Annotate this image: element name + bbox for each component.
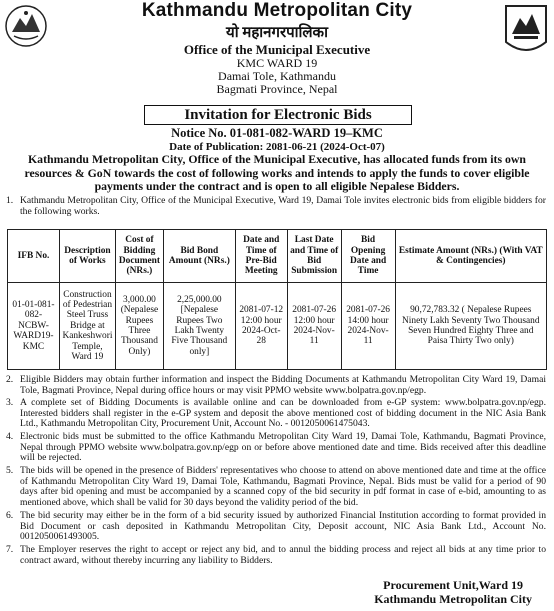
ward-name: KMC WARD 19 [236, 56, 318, 70]
list-item-text: Kathmandu Metropolitan City, Office of the Municipal Executive, Ward 19, Damai Tole invites electronic bids from eligible bidders for the following works. [20, 195, 546, 217]
column-header: Last Date and Time of Bid Submission [287, 230, 341, 283]
list-item-number: 2. [6, 374, 14, 385]
footer-line-1: Procurement Unit,Ward 19 [383, 578, 524, 592]
list-item-text: The Employer reserves the right to accept or reject any bid, and to annul the bidding process and reject all bids at any time prior to contract award, without thereby incurring any liability to Bidders. [20, 544, 546, 566]
list-item-number: 7. [6, 544, 14, 555]
list-item-number: 4. [6, 431, 14, 442]
ifb-table [7, 229, 547, 370]
table-cell: 3,000.00 (Nepalese Rupees Three Thousand Only) [115, 283, 163, 370]
column-header: Bid Bond Amount (NRs.) [163, 230, 235, 283]
table-cell: 90,72,783.32 ( Nepalese Rupees Ninety Lakh Seventy Two Thousand Seven Hundred Eighty Three and Paisa Thirty Two only) [395, 283, 546, 370]
table-cell: 2081-07-26 12:00 hour 2024-Nov-11 [287, 283, 341, 370]
column-header: Estimate Amount (NRs.) (With VAT & Contingencies) [395, 230, 546, 283]
emblem-badge-icon [502, 2, 550, 60]
table-cell: 2,25,000.00 [Nepalese Rupees Two Lakh Twenty Five Thousand only] [163, 283, 235, 370]
table-cell: 2081-07-12 12:00 hour 2024-Oct-28 [235, 283, 287, 370]
column-header: Cost of Bidding Document (NRs.) [115, 230, 163, 283]
table-cell: Construction of Pedestrian Steel Truss Bridge at Kankeshwori Temple, Ward 19 [59, 283, 115, 370]
list-item-text: The bid security may either be in the form of a bid security issued by authorized Financial Institution according to format provided in Bid Document or cash deposited in Kathmandu Metropolitan City, Deposit account, NIC Asia Bank Ltd., Account No. 0012050061493005. [20, 510, 546, 543]
publication-date: Date of Publication: 2081-06-21 (2024-Oct-07) [169, 141, 385, 153]
address-line-1: Damai Tole, Kathmandu [218, 69, 336, 83]
list-item-text: A complete set of Bidding Documents is available online and can be downloaded from e-GP system: www.bolpatra.gov.np/egp. Interested bidders shall register in the e-GP system and deposit the above mentioned cost of bidding document in the NIC Asia Bank Ltd., Kathmandu Metropolitan City, Procurement Unit, Account No. - 0012050061475043. [20, 397, 546, 430]
list-item-number: 6. [6, 510, 14, 521]
column-header: Date and Time of Pre-Bid Meeting [235, 230, 287, 283]
table-cell: 01-01-081-082-NCBW-WARD19-KMC [8, 283, 60, 370]
list-item-number: 1. [6, 195, 14, 206]
column-header: IFB No. [8, 230, 60, 283]
table-row [8, 283, 547, 370]
footer-line-2: Kathmandu Metropolitan City [374, 592, 532, 606]
list-item-text: Eligible Bidders may obtain further information and inspect the Bidding Documents at Kathmandu Metropolitan City Ward 19, Damai Tole, Bagmati Province, Nepal during office hours or may visit PPMO website www.bolpatra.gov.np/egp. [20, 374, 546, 396]
footer-signature [374, 578, 532, 606]
list-item-text: The bids will be opened in the presence of Bidders' representatives who choose to attend on above mentioned date and time at the office of Kathmandu Metropolitan City Ward 19, Damai Tole, Kathmandu, Bagmati Province, Nepal. Bids must be valid for a period of 90 days after bid opening and must be accompanied by a scanned copy of the bid security in pdf format in case of e-bid, amounting to as mentioned above, which shall be valid for 30 days beyond the validity period of the bid. [20, 465, 546, 508]
column-header: Bid Opening Date and Time [341, 230, 395, 283]
intro-paragraph: Kathmandu Metropolitan City, Office of the Municipal Executive, has allocated funds from its own resources & GoN towards the cost of following works and intends to apply the funds to cover eligible payments under the contract and is open to all eligible Nepalese Bidders. [24, 152, 530, 193]
table-cell: 2081-07-26 14:00 hour 2024-Nov-11 [341, 283, 395, 370]
table-header-row [8, 230, 547, 283]
list-item-text: Electronic bids must be submitted to the office Kathmandu Metropolitan City Ward 19, Damai Tole, Kathmandu, Bagmati Province, Nepal through PPMO website www.bolpatra.gov.np/egp on or before above mentioned date and time. Bids received after this deadline will be rejected. [20, 431, 546, 464]
page-title: Kathmandu Metropolitan City [141, 0, 413, 21]
office-name: Office of the Municipal Executive [183, 42, 371, 57]
address-line-2: Bagmati Province, Nepal [216, 82, 338, 96]
list-item-number: 3. [6, 397, 14, 408]
header [0, 0, 554, 98]
list-item-number: 5. [6, 465, 14, 476]
column-header: Description of Works [59, 230, 115, 283]
notice-number: Notice No. 01-081-082-WARD 19–KMC [171, 126, 383, 140]
nepali-title: यो महानगरपालिका [226, 25, 328, 41]
banner-title: Invitation for Electronic Bids [144, 105, 412, 125]
